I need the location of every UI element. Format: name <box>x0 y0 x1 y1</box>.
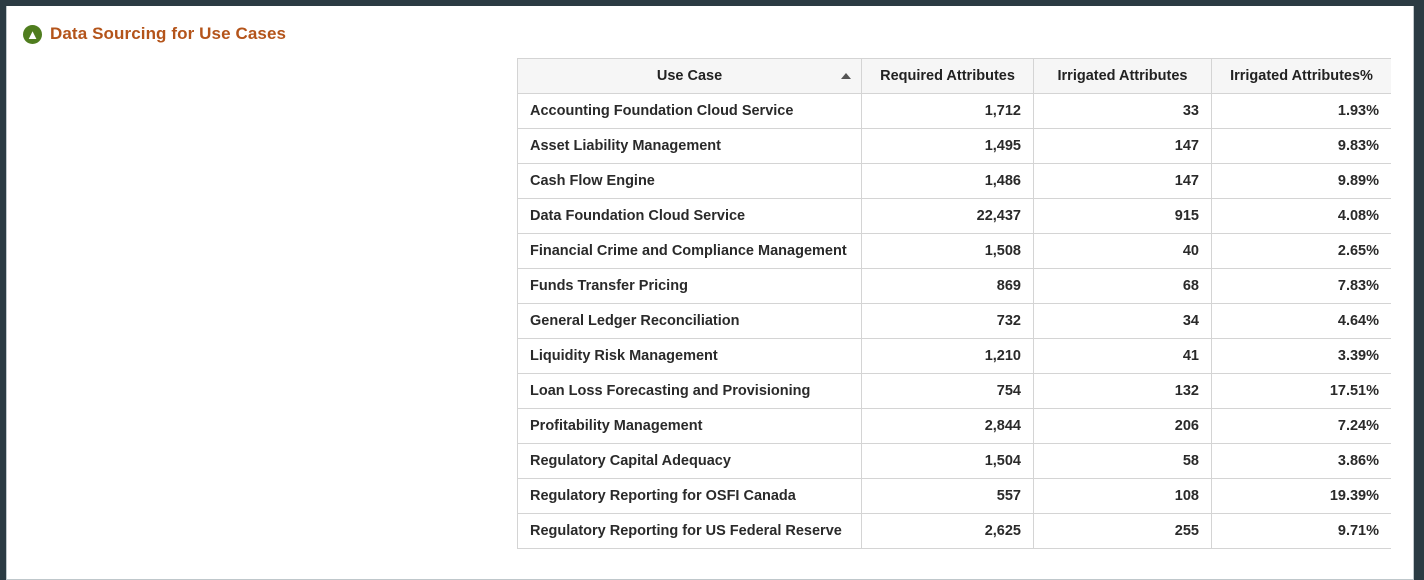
table-row[interactable] <box>518 514 1392 549</box>
cell-percent: 7.83% <box>1212 269 1392 304</box>
table-row[interactable] <box>518 234 1392 269</box>
column-header-required-attributes[interactable] <box>862 59 1034 94</box>
table-row[interactable] <box>518 409 1392 444</box>
cell-required: 869 <box>862 269 1034 304</box>
table-row[interactable] <box>518 304 1392 339</box>
cell-percent: 17.51% <box>1212 374 1392 409</box>
cell-irrigated: 206 <box>1034 409 1212 444</box>
cell-irrigated: 41 <box>1034 339 1212 374</box>
column-header-label: Use Case <box>656 68 723 84</box>
cell-use-case: General Ledger Reconciliation <box>518 304 862 339</box>
report-canvas <box>6 6 1414 580</box>
cell-required: 754 <box>862 374 1034 409</box>
cell-use-case: Regulatory Reporting for OSFI Canada <box>518 479 862 514</box>
cell-percent: 9.83% <box>1212 129 1392 164</box>
cell-irrigated: 147 <box>1034 129 1212 164</box>
table-row[interactable] <box>518 164 1392 199</box>
cell-percent: 9.71% <box>1212 514 1392 549</box>
tree-icon: ▲ <box>23 25 42 44</box>
table-row[interactable] <box>518 444 1392 479</box>
cell-irrigated: 108 <box>1034 479 1212 514</box>
cell-required: 22,437 <box>862 199 1034 234</box>
table-row[interactable] <box>518 199 1392 234</box>
cell-percent: 3.39% <box>1212 339 1392 374</box>
cell-percent: 1.93% <box>1212 94 1392 129</box>
cell-required: 1,495 <box>862 129 1034 164</box>
cell-percent: 3.86% <box>1212 444 1392 479</box>
column-header-irrigated-attributes-percent[interactable] <box>1212 59 1392 94</box>
cell-use-case: Data Foundation Cloud Service <box>518 199 862 234</box>
cell-required: 2,625 <box>862 514 1034 549</box>
cell-irrigated: 255 <box>1034 514 1212 549</box>
cell-irrigated: 147 <box>1034 164 1212 199</box>
table-row[interactable] <box>518 94 1392 129</box>
table-row[interactable] <box>518 374 1392 409</box>
cell-use-case: Asset Liability Management <box>518 129 862 164</box>
cell-required: 1,486 <box>862 164 1034 199</box>
sort-ascending-icon[interactable] <box>841 73 851 79</box>
data-table-container <box>517 58 1391 556</box>
column-header-irrigated-attributes[interactable] <box>1034 59 1212 94</box>
cell-percent: 7.24% <box>1212 409 1392 444</box>
cell-required: 1,210 <box>862 339 1034 374</box>
cell-use-case: Liquidity Risk Management <box>518 339 862 374</box>
window-frame-right <box>1414 0 1424 580</box>
cell-irrigated: 68 <box>1034 269 1212 304</box>
cell-percent: 9.89% <box>1212 164 1392 199</box>
cell-use-case: Profitability Management <box>518 409 862 444</box>
cell-required: 557 <box>862 479 1034 514</box>
report-header <box>23 24 286 44</box>
table-row[interactable] <box>518 269 1392 304</box>
cell-use-case: Regulatory Reporting for US Federal Reserve <box>518 514 862 549</box>
table-body <box>518 94 1392 549</box>
cell-required: 732 <box>862 304 1034 339</box>
cell-percent: 4.08% <box>1212 199 1392 234</box>
cell-irrigated: 33 <box>1034 94 1212 129</box>
cell-percent: 2.65% <box>1212 234 1392 269</box>
table-row[interactable] <box>518 129 1392 164</box>
use-case-table <box>517 58 1391 549</box>
column-header-label: Irrigated Attributes% <box>1230 68 1373 84</box>
cell-use-case: Cash Flow Engine <box>518 164 862 199</box>
table-row[interactable] <box>518 479 1392 514</box>
cell-use-case: Financial Crime and Compliance Management <box>518 234 862 269</box>
cell-irrigated: 34 <box>1034 304 1212 339</box>
cell-irrigated: 132 <box>1034 374 1212 409</box>
cell-percent: 19.39% <box>1212 479 1392 514</box>
cell-required: 1,508 <box>862 234 1034 269</box>
column-header-label: Irrigated Attributes <box>1057 68 1188 84</box>
cell-use-case: Funds Transfer Pricing <box>518 269 862 304</box>
table-header-row <box>518 59 1392 94</box>
cell-use-case: Regulatory Capital Adequacy <box>518 444 862 479</box>
cell-irrigated: 40 <box>1034 234 1212 269</box>
cell-required: 1,504 <box>862 444 1034 479</box>
cell-use-case: Loan Loss Forecasting and Provisioning <box>518 374 862 409</box>
column-header-use-case[interactable] <box>518 59 862 94</box>
cell-use-case: Accounting Foundation Cloud Service <box>518 94 862 129</box>
cell-required: 2,844 <box>862 409 1034 444</box>
cell-irrigated: 58 <box>1034 444 1212 479</box>
table-header <box>518 59 1392 94</box>
table-row[interactable] <box>518 339 1392 374</box>
page-title: Data Sourcing for Use Cases <box>50 24 287 43</box>
column-header-label: Required Attributes <box>880 68 1015 84</box>
cell-required: 1,712 <box>862 94 1034 129</box>
cell-percent: 4.64% <box>1212 304 1392 339</box>
cell-irrigated: 915 <box>1034 199 1212 234</box>
